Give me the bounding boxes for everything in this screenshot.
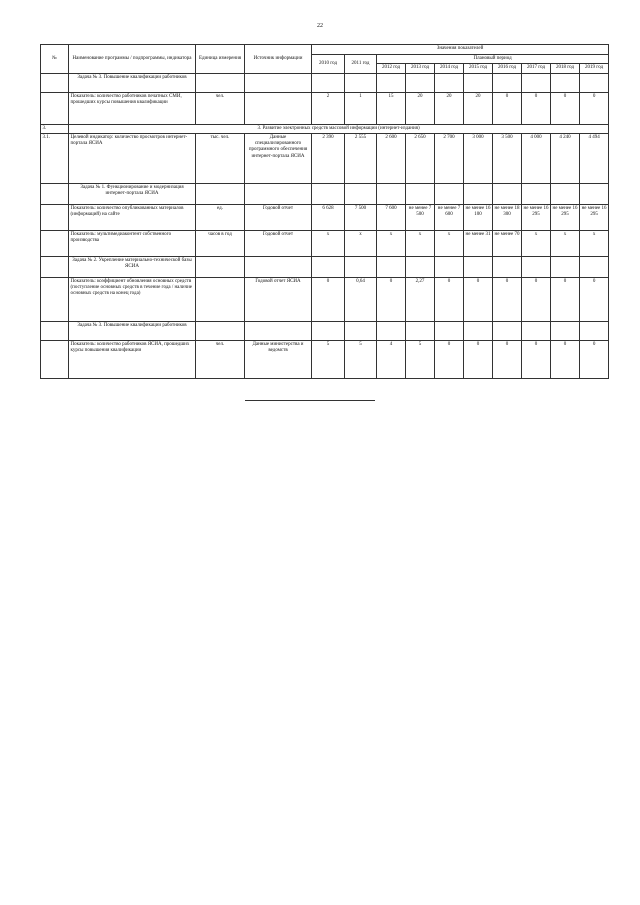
value-cell: 2 555 [345, 133, 377, 183]
header-name: Наименование программы / подпрограммы, индикатора [69, 45, 196, 74]
value-cell: 0,64 [345, 277, 377, 321]
value-cell: 0 [580, 92, 609, 124]
task-row [41, 321, 609, 340]
indicator-name: Показатель: коэффициент обновления основных средств (поступление основных средств в течение года / наличие основных средств на конец года) [69, 277, 196, 321]
value-cell: не менее 18 300 [493, 204, 522, 230]
indicator-name: Показатель: мультимедиаконтент собственного производства [69, 230, 196, 256]
value-cell: 5 [312, 340, 345, 378]
indicator-source: Годовой отчет [245, 230, 312, 256]
header-values: Значения показателей [312, 45, 609, 55]
header-year: 2012 год [377, 64, 406, 73]
row-num [41, 230, 69, 256]
value-cell: 0 [551, 340, 580, 378]
header-year: 2015 год [464, 64, 493, 73]
table-row [41, 204, 609, 230]
header-source: Источник информации [245, 45, 312, 74]
value-cell: x [580, 230, 609, 256]
value-cell: 6 628 [312, 204, 345, 230]
indicator-name: Показатель: количество опубликованных материалов (информаций) на сайте [69, 204, 196, 230]
header-year: 2016 год [493, 64, 522, 73]
header-year: 2018 год [551, 64, 580, 73]
value-cell: не менее 7 600 [435, 204, 464, 230]
indicator-name: Показатель: количество работников ЯСИА, прошедших курсы повышения квалификации [69, 340, 196, 378]
task-row [41, 256, 609, 277]
value-cell: 0 [493, 92, 522, 124]
indicator-source [245, 92, 312, 124]
value-cell: 2 700 [435, 133, 464, 183]
row-num [41, 204, 69, 230]
value-cell: 3 000 [464, 133, 493, 183]
indicators-table [40, 44, 609, 379]
table-row [41, 133, 609, 183]
value-cell: не менее 31 [464, 230, 493, 256]
indicator-source: Годовой отчет [245, 204, 312, 230]
table-row [41, 92, 609, 124]
page-number: 22 [317, 23, 323, 29]
task-title: Задача № 3. Повышение квалификации работников [69, 321, 196, 340]
header-year: 2017 год [522, 64, 551, 73]
value-cell: 2 650 [406, 133, 435, 183]
value-cell: x [377, 230, 406, 256]
value-cell: 4 000 [522, 133, 551, 183]
value-cell: x [345, 230, 377, 256]
value-cell: 0 [435, 340, 464, 378]
task-row [41, 73, 609, 92]
task-row [41, 183, 609, 204]
task-title: Задача № 3. Повышение квалификации работников [69, 73, 196, 92]
section-num: 3. [41, 124, 69, 133]
value-cell: 0 [464, 277, 493, 321]
indicator-unit: чел. [196, 340, 245, 378]
header-num: № [41, 45, 69, 74]
table-row [41, 340, 609, 378]
value-cell: 0 [312, 277, 345, 321]
value-cell: x [522, 230, 551, 256]
header-year: 2011 год [345, 55, 377, 74]
value-cell: 0 [493, 277, 522, 321]
indicator-name: Показатель: количество работников печатных СМИ, прошедших курсы повышения квалификации [69, 92, 196, 124]
value-cell: 7 600 [377, 204, 406, 230]
header-year: 2019 год [580, 64, 609, 73]
value-cell: не менее 16 100 [464, 204, 493, 230]
value-cell: 0 [435, 277, 464, 321]
header-year: 2014 год [435, 64, 464, 73]
value-cell: 0 [464, 340, 493, 378]
indicator-unit: тыс. чел. [196, 133, 245, 183]
value-cell: не менее 16 295 [522, 204, 551, 230]
table-row [41, 230, 609, 256]
row-num: 3.1. [41, 133, 69, 183]
value-cell: 4 494 [580, 133, 609, 183]
header-planned: Плановый период [377, 55, 609, 64]
value-cell: 4 [377, 340, 406, 378]
indicator-source: Годовой отчет ЯСИА [245, 277, 312, 321]
value-cell: 1 [345, 92, 377, 124]
indicator-name: Целевой индикатор: количество просмотров интернет-портала ЯСИА [69, 133, 196, 183]
value-cell: 2 [312, 92, 345, 124]
task-title: Задача № 1. Функционирование и модернизация интернет-портала ЯСИА [69, 183, 196, 204]
value-cell: 15 [377, 92, 406, 124]
value-cell: не менее 16 295 [580, 204, 609, 230]
value-cell: x [406, 230, 435, 256]
value-cell: 7 500 [345, 204, 377, 230]
row-num [41, 277, 69, 321]
value-cell: 0 [551, 277, 580, 321]
value-cell: 5 [406, 340, 435, 378]
header-unit: Единица измерения [196, 45, 245, 74]
value-cell: 0 [522, 92, 551, 124]
value-cell: 0 [551, 92, 580, 124]
indicator-source: Данные министерства и ведомств [245, 340, 312, 378]
row-num [41, 92, 69, 124]
value-cell: 20 [464, 92, 493, 124]
value-cell: x [551, 230, 580, 256]
value-cell: не менее 7 500 [406, 204, 435, 230]
table-row [41, 277, 609, 321]
value-cell: 0 [522, 340, 551, 378]
value-cell: 0 [522, 277, 551, 321]
value-cell: 3 500 [493, 133, 522, 183]
value-cell: x [312, 230, 345, 256]
value-cell: 0 [493, 340, 522, 378]
value-cell: не менее 16 295 [551, 204, 580, 230]
indicator-unit: часов в год [196, 230, 245, 256]
section-row [41, 124, 609, 133]
row-num [41, 340, 69, 378]
value-cell: 5 [345, 340, 377, 378]
value-cell: 0 [580, 340, 609, 378]
footer-divider [245, 400, 375, 401]
value-cell: x [435, 230, 464, 256]
header-year: 2010 год [312, 55, 345, 74]
indicator-unit: чел. [196, 92, 245, 124]
section-title: 3. Развитие электронных средств массовой информации (интернет-издания) [69, 124, 609, 133]
header-year: 2013 год [406, 64, 435, 73]
value-cell: 0 [377, 277, 406, 321]
value-cell: 4 240 [551, 133, 580, 183]
value-cell: 0 [580, 277, 609, 321]
task-title: Задача № 2. Укрепление материально-технической базы ЯСИА [69, 256, 196, 277]
value-cell: 2 600 [377, 133, 406, 183]
value-cell: 2 390 [312, 133, 345, 183]
indicator-source: Данные специализированного программного обеспечения интернет-портала ЯСИА [245, 133, 312, 183]
value-cell: 20 [406, 92, 435, 124]
indicator-unit: ед. [196, 204, 245, 230]
value-cell: 2,27 [406, 277, 435, 321]
value-cell: 20 [435, 92, 464, 124]
value-cell: не менее 70 [493, 230, 522, 256]
indicator-unit [196, 277, 245, 321]
